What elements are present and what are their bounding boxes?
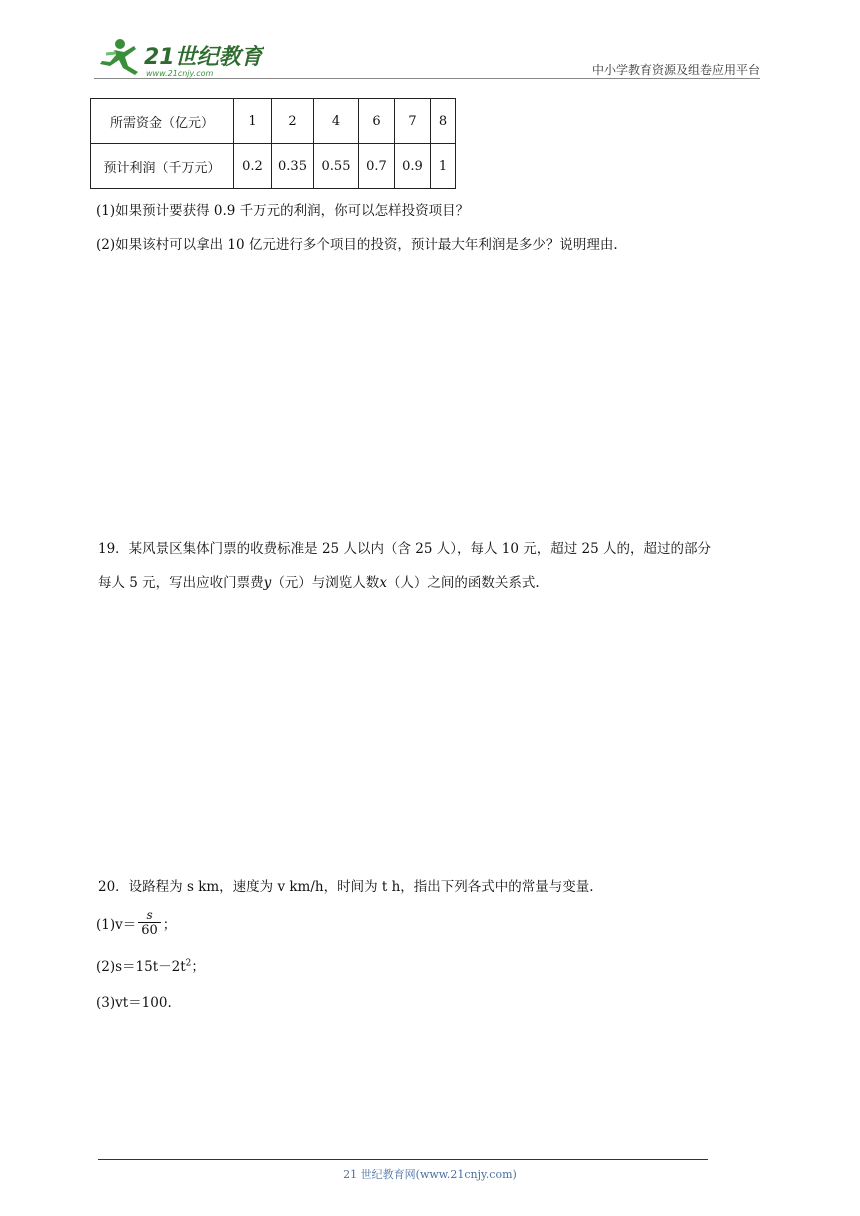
f1-suffix: ；: [162, 917, 177, 933]
investment-table: [90, 98, 456, 189]
fraction-denominator: 60: [138, 922, 161, 938]
table-cell: 4: [314, 99, 359, 144]
table-cell: 0.35: [272, 144, 314, 189]
q19-line1: 19．某风景区集体门票的收费标准是 25 人以内（含 25 人），每人 10 元，超过 25 人的，超过的部分: [98, 541, 711, 557]
row-header-profit: 预计利润（千万元）: [91, 144, 234, 189]
f2-suffix: ；: [191, 959, 205, 975]
q20-intro: 20．设路程为 s km，速度为 v km/h，时间为 t h，指出下列各式中的常量与变量.: [98, 879, 594, 895]
table-row: [91, 144, 456, 189]
table-cell: 8: [431, 99, 456, 144]
q20-formula-2: [96, 955, 205, 975]
table-cell: 1: [431, 144, 456, 189]
f2-superscript: 2: [185, 958, 192, 969]
table-row: [91, 99, 456, 144]
fraction-numerator: s: [146, 908, 153, 922]
q18-part2: (2)如果该村可以拿出 10 亿元进行多个项目的投资，预计最大年利润是多少？说明理由.: [96, 237, 618, 253]
table-cell: 1: [234, 99, 272, 144]
var-y: y: [263, 575, 272, 591]
footer-divider: [98, 1159, 708, 1160]
table-cell: 6: [359, 99, 395, 144]
row-header-funds: 所需资金（亿元）: [91, 99, 234, 144]
q19-text-a: 每人 5 元，写出应收门票费: [98, 575, 264, 591]
site-logo: [94, 36, 264, 80]
header-platform-name: 中小学教育资源及组卷应用平台: [591, 63, 760, 77]
table-cell: 0.2: [234, 144, 272, 189]
table-cell: 0.55: [314, 144, 359, 189]
footer-link[interactable]: 21 世纪教育网(www.21cnjy.com): [343, 1168, 517, 1181]
logo-url: www.21cnjy.com: [146, 69, 214, 78]
table-cell: 7: [395, 99, 431, 144]
q18-part1: (1)如果预计要获得 0.9 千万元的利润，你可以怎样投资项目？: [96, 203, 470, 219]
table-cell: 0.9: [395, 144, 431, 189]
runner-logo-icon: [94, 36, 264, 80]
fraction: [138, 908, 161, 938]
q20-formula-1: [96, 908, 176, 938]
q19-text-b: （元）与浏览人数: [271, 575, 380, 591]
table-cell: 2: [272, 99, 314, 144]
header-divider: [94, 78, 760, 79]
f2-prefix: (2)s＝15t－2t: [96, 959, 186, 975]
q19-line2: [98, 571, 540, 591]
f1-prefix: (1)v＝: [96, 917, 137, 933]
q19-text-c: （人）之间的函数关系式.: [386, 575, 540, 591]
var-x: x: [379, 575, 387, 591]
q20-formula-3: (3)vt＝100.: [96, 995, 172, 1011]
table-cell: 0.7: [359, 144, 395, 189]
logo-wordmark: 21世纪教育: [144, 45, 263, 70]
